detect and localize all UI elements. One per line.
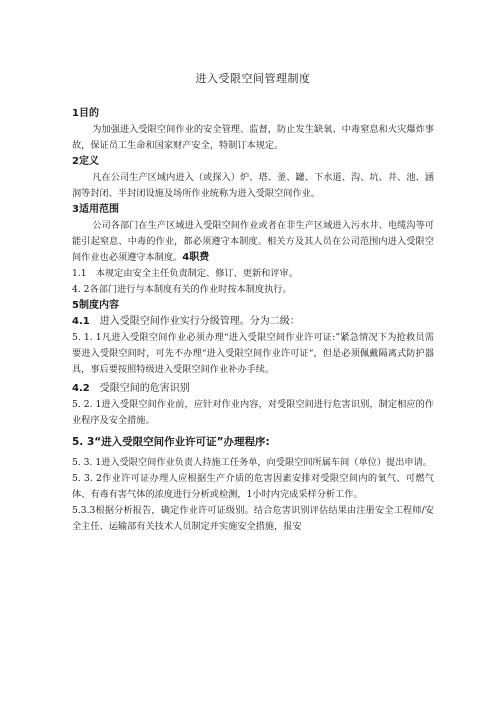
paragraph-5-3-1: 5. 3. 1进入受限空间作业负责人持施工任务单，向受限空间所属车间（单位）提出申请。 (72, 457, 432, 468)
subsection-4-2-heading (72, 381, 434, 397)
paragraph-5-3-2: 5. 3. 2作业许可证办理人应根据生产介质的危害因素安排对受限空间内的氧气、可燃气体、有毒有害气体的浓度进行分析或检测，1小时内完成采样分析工作。 (72, 473, 434, 500)
section-3-text: 公司各部门在生产区域进入受限空间作业或者在非生产区域进入污水井、电缆沟等可能引起窒息、中毒的作业，都必须遵守本制度。相关方及其人员在公司范围内进入受限空间作业也必须遵守本制度。 (72, 220, 434, 263)
paragraph-5-3-3: 5.3.3根据分析报告，确定作业许可证级别。结合危害识别评估结果由注册安全工程师/安全主任、运输部有关技术人员制定并实施安全措施，报安 (72, 505, 434, 532)
document-title: 进入受限空间管理制度 (195, 72, 311, 85)
subsection-4-2-text: 受限空间的危害识别 (89, 383, 190, 394)
document-page (72, 70, 434, 535)
subsection-4-1-number: 4.1 (72, 316, 90, 327)
subsection-4-1-text: 进入受限空间作业实行分级管理。分为二级： (89, 316, 300, 327)
section-1-heading: 1目的 (72, 108, 99, 119)
section-3-paragraph (72, 218, 434, 266)
section-5-heading: 5制度内容 (72, 300, 119, 311)
subsection-4-1-heading (72, 314, 434, 330)
paragraph-5-2-1: 5. 2. 1进入受限空间作业前，应针对作业内容，对受限空间进行危害识别，制定相应的作业程序及安全措施。 (72, 399, 434, 426)
subsection-5-3-heading: 5. 3“进入受限空间作业许可证”办理程序: (72, 436, 270, 448)
subsection-4-2-number: 4.2 (72, 383, 90, 394)
section-2-paragraph: 凡在公司生产区域内进入（或探入）炉、塔、釜、罐、下水道、沟、坑、井、池、涵洞等封闭、半封闭设施及场所作业统称为进入受限空间作业。 (72, 172, 434, 199)
section-3-heading: 3适用范围 (72, 204, 119, 215)
section-4-item-2: 4. 2各部门进行与本制度有关的作业时按本制度执行。 (72, 284, 292, 295)
section-2-heading: 2定义 (72, 156, 99, 167)
section-4-item-1: 1.1 本规定由安全主任负责制定、修订、更新和评审。 (72, 268, 298, 279)
paragraph-5-1-1: 5. 1. 1凡进入受限空间作业必须办理“进入受限空间作业许可证:”紧急情况下为抢救员需要进入受限空间时，可先不办理“进入受限空间作业许可证“，但是必须佩戴隔离式防护器具，事后要按照特级进入受限空间作业补办手续。 (72, 332, 434, 375)
section-4-heading: 4职费 (182, 252, 210, 263)
section-1-paragraph: 为加强进入受限空间作业的安全管理、监督，防止发生缺氧、中毒窒息和火灾爆炸事故，保证员工生命和国家财产安全，特制订本规定。 (72, 124, 434, 151)
